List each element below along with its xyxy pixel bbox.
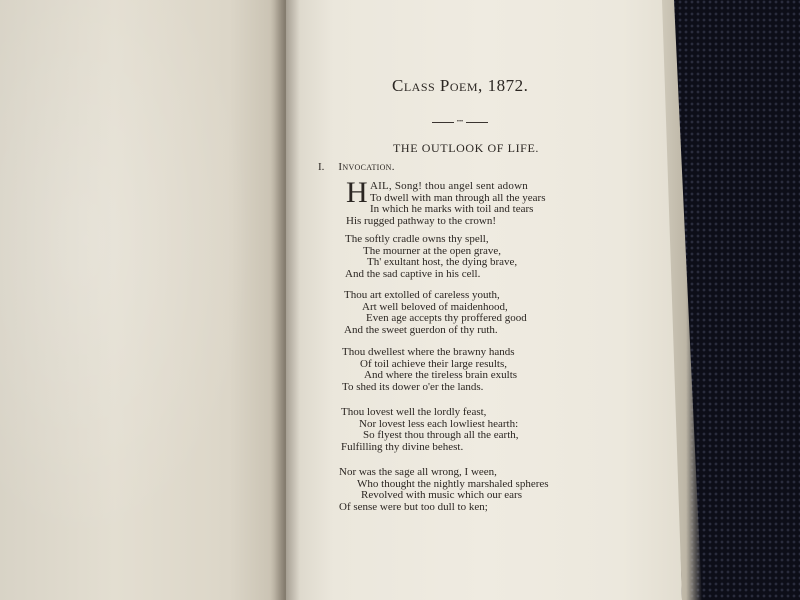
ornament-dots: ••• bbox=[456, 119, 464, 125]
stanza-line: The mourner at the open grave, bbox=[363, 244, 502, 257]
stanza-4 bbox=[342, 347, 517, 393]
ornament-line-left bbox=[432, 122, 454, 123]
stanza-line: Thou lovest well the lordly feast, bbox=[341, 406, 487, 418]
stanza-line: Of sense were but too dull to ken; bbox=[339, 500, 488, 513]
stanza-line: AIL, Song! thou angel sent adown bbox=[370, 180, 528, 192]
stanza-5 bbox=[341, 407, 519, 453]
stanza-line: Nor was the sage all wrong, I ween, bbox=[339, 466, 497, 478]
stanza-3 bbox=[344, 290, 527, 336]
stanza-line: And the sad captive in his cell. bbox=[345, 267, 481, 280]
stanza-line: To dwell with man through all the years bbox=[370, 191, 546, 204]
stanza-line: And where the tireless brain exults bbox=[364, 369, 518, 381]
stanza-line: The softly cradle owns thy spell, bbox=[345, 233, 489, 245]
stanza-line: Nor lovest less each lowliest hearth: bbox=[359, 417, 519, 430]
stanza-line: Th' exultant host, the dying brave, bbox=[367, 256, 518, 268]
poem-title bbox=[392, 76, 528, 96]
drop-cap: H bbox=[346, 176, 368, 209]
stanza-line: Even age accepts thy proffered good bbox=[366, 312, 527, 324]
stanza-line: In which he marks with toil and tears bbox=[370, 203, 534, 215]
stanza-line: His rugged pathway to the crown! bbox=[346, 214, 496, 227]
ornament-divider bbox=[432, 119, 488, 125]
ornament-line-right bbox=[466, 122, 488, 123]
stanza-1 bbox=[346, 180, 546, 227]
stanza-line: Of toil achieve their large results, bbox=[360, 357, 508, 370]
stanza-line: Revolved with music which our ears bbox=[361, 489, 522, 501]
section-label: Invocation. bbox=[338, 161, 395, 173]
stanza-line: To shed its dower o'er the lands. bbox=[342, 380, 484, 393]
poem-title-prefix: Class Poem, bbox=[392, 76, 488, 95]
stanza-line: Thou dwellest where the brawny hands bbox=[342, 346, 515, 358]
poem-subtitle: THE OUTLOOK OF LIFE. bbox=[393, 141, 539, 155]
stanza-line: And the sweet guerdon of thy ruth. bbox=[344, 323, 498, 336]
section-heading bbox=[318, 161, 395, 173]
stanza-line: So flyest thou through all the earth, bbox=[363, 429, 519, 441]
section-number: I. bbox=[318, 161, 325, 173]
poem-title-year: 1872. bbox=[487, 76, 529, 95]
stanza-line: Thou art extolled of careless youth, bbox=[344, 289, 500, 301]
stanza-6 bbox=[339, 467, 549, 513]
stanza-line: Who thought the nightly marshaled spheres bbox=[357, 477, 549, 490]
stanza-line: Fulfilling thy divine behest. bbox=[341, 440, 464, 453]
stanza-2 bbox=[345, 234, 517, 280]
stanza-line: Art well beloved of maidenhood, bbox=[362, 300, 508, 313]
